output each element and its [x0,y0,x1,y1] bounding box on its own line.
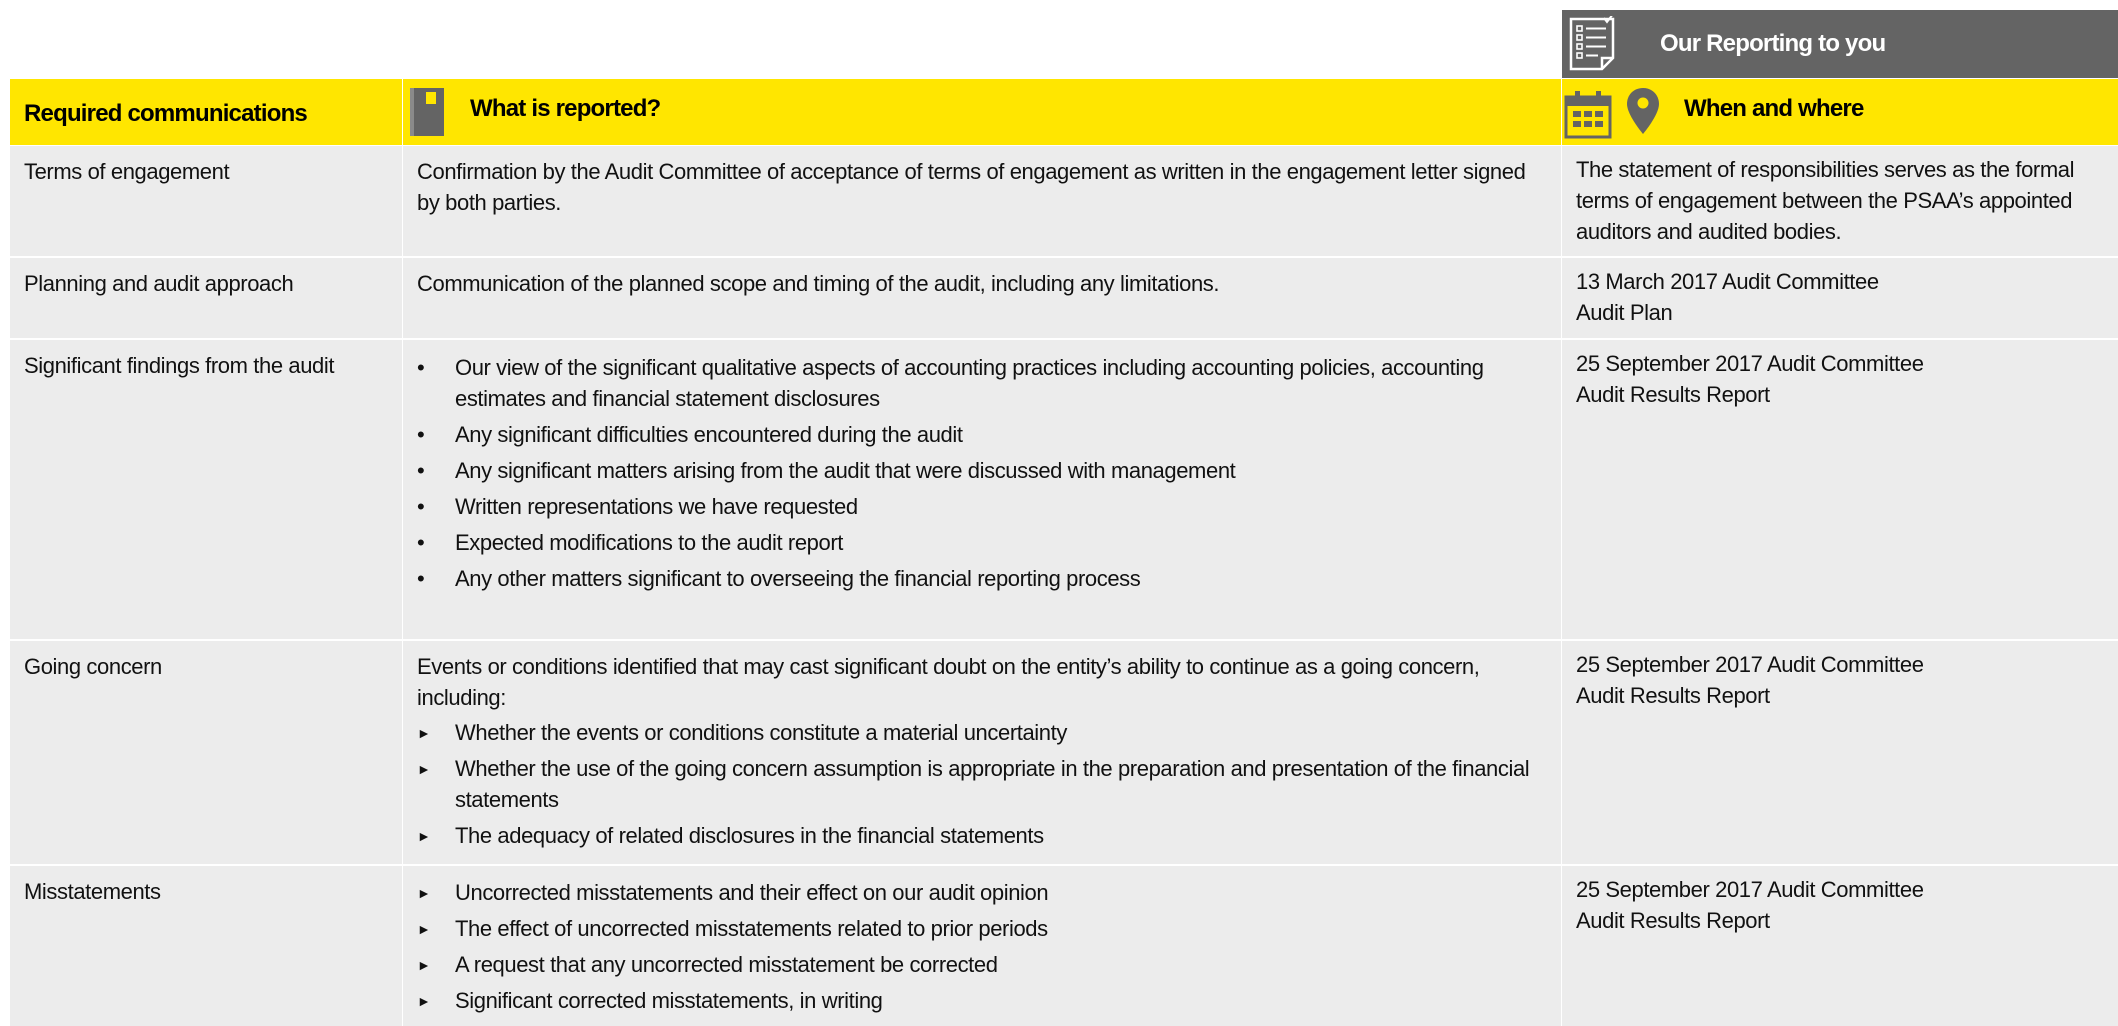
when-cell [1562,146,2118,256]
communication-cell: Misstatements [24,879,161,904]
triangle-bullet-icon: ► [417,957,431,973]
when-cell [1562,340,2118,639]
when-cell [1562,258,2118,338]
reported-text: Communication of the planned scope and timing of the audit, including any limitations. [417,271,1220,296]
list-item [417,753,1541,815]
list-item-text: Written representations we have requested [455,494,858,519]
header-label-what: What is reported? [470,95,661,122]
communication-cell: Terms of engagement [24,159,230,184]
table-row [10,866,2118,1026]
communication-cell: Going concern [24,654,162,679]
header-label-when: When and where [1684,95,1864,122]
list-item-text: Significant corrected misstatements, in writing [455,988,883,1013]
when-meeting: 25 September 2017 Audit Committee [1576,351,1924,376]
header-when-and-where [1562,79,2118,145]
list-item-text: Our view of the significant qualitative aspects of accounting practices including accounting policies, accounting estimates and financial statement disclosures [455,355,1484,411]
list-item-text: A request that any uncorrected misstatement be corrected [455,952,998,977]
table-row [10,146,2118,258]
triangle-bullet-icon: ► [417,921,431,937]
list-item-text: Expected modifications to the audit report [455,530,843,555]
when-meeting: 25 September 2017 Audit Committee [1576,652,1924,677]
header-label-communications: Required communications [24,100,307,127]
reported-cell [403,641,1561,864]
reporting-banner [1562,10,2118,78]
bullet-icon: • [417,494,425,519]
reported-cell [403,258,1561,338]
list-item [417,563,1541,594]
list-item-text: The effect of uncorrected misstatements related to prior periods [455,916,1048,941]
when-meeting: 25 September 2017 Audit Committee [1576,877,1924,902]
table-header [10,79,2118,145]
book-icon [410,88,444,136]
location-pin-icon [1626,87,1660,135]
when-cell [1562,641,2118,864]
list-item [417,491,1541,522]
list-item-text: Any other matters significant to overseeing the financial reporting process [455,566,1141,591]
list-item [417,985,1541,1016]
list-item-text: Any significant matters arising from the audit that were discussed with management [455,458,1236,483]
table-row [10,340,2118,641]
list-item [417,455,1541,486]
list-item [417,877,1541,908]
list-item [417,527,1541,558]
list-item-text: Uncorrected misstatements and their effect on our audit opinion [455,880,1049,905]
table-row [10,641,2118,866]
reported-text: Confirmation by the Audit Committee of acceptance of terms of engagement as written in the engagement letter signed by both parties. [417,159,1526,215]
when-cell [1562,866,2118,1026]
when-report: Audit Results Report [1576,382,1770,407]
list-item [417,913,1541,944]
triangle-bullet-icon: ► [417,885,431,901]
list-item [417,820,1541,851]
reported-cell [403,146,1561,256]
when-report: Audit Results Report [1576,683,1770,708]
when-report: Audit Results Report [1576,908,1770,933]
triangle-bullet-icon: ► [417,761,431,777]
when-text: The statement of responsibilities serves as the formal terms of engagement between the PSAA’s appointed auditors and audited bodies. [1576,157,2075,244]
reported-list [417,352,1541,594]
communication-cell: Significant findings from the audit [24,353,335,378]
bullet-icon: • [417,530,425,555]
bullet-icon: • [417,566,425,591]
list-item [417,352,1541,414]
when-meeting: 13 March 2017 Audit Committee [1576,269,1879,294]
calendar-icon [1564,89,1612,139]
banner-title: Our Reporting to you [1660,30,1886,57]
bullet-icon: • [417,422,425,447]
list-item [417,717,1541,748]
table-row [10,258,2118,340]
header-required-communications [10,79,402,145]
list-item-text: Any significant difficulties encountered during the audit [455,422,963,447]
bullet-icon: • [417,458,425,483]
header-what-is-reported [403,79,1561,145]
triangle-bullet-icon: ► [417,725,431,741]
list-item-text: Whether the use of the going concern assumption is appropriate in the preparation and presentation of the financial statements [455,756,1530,812]
when-report: Audit Plan [1576,300,1673,325]
communications-table [10,146,2118,1026]
list-item-text: The adequacy of related disclosures in the financial statements [455,823,1044,848]
bullet-icon: • [417,355,425,380]
reported-list [417,717,1541,851]
checklist-icon [1568,16,1618,72]
reported-text: Events or conditions identified that may cast significant doubt on the entity’s ability to continue as a going concern, including: [417,654,1480,710]
list-item [417,949,1541,980]
reported-list [417,877,1541,1016]
list-item [417,419,1541,450]
list-item-text: Whether the events or conditions constitute a material uncertainty [455,720,1067,745]
triangle-bullet-icon: ► [417,828,431,844]
communication-cell: Planning and audit approach [24,271,294,296]
reported-cell [403,866,1561,1026]
triangle-bullet-icon: ► [417,993,431,1009]
reported-cell [403,340,1561,639]
